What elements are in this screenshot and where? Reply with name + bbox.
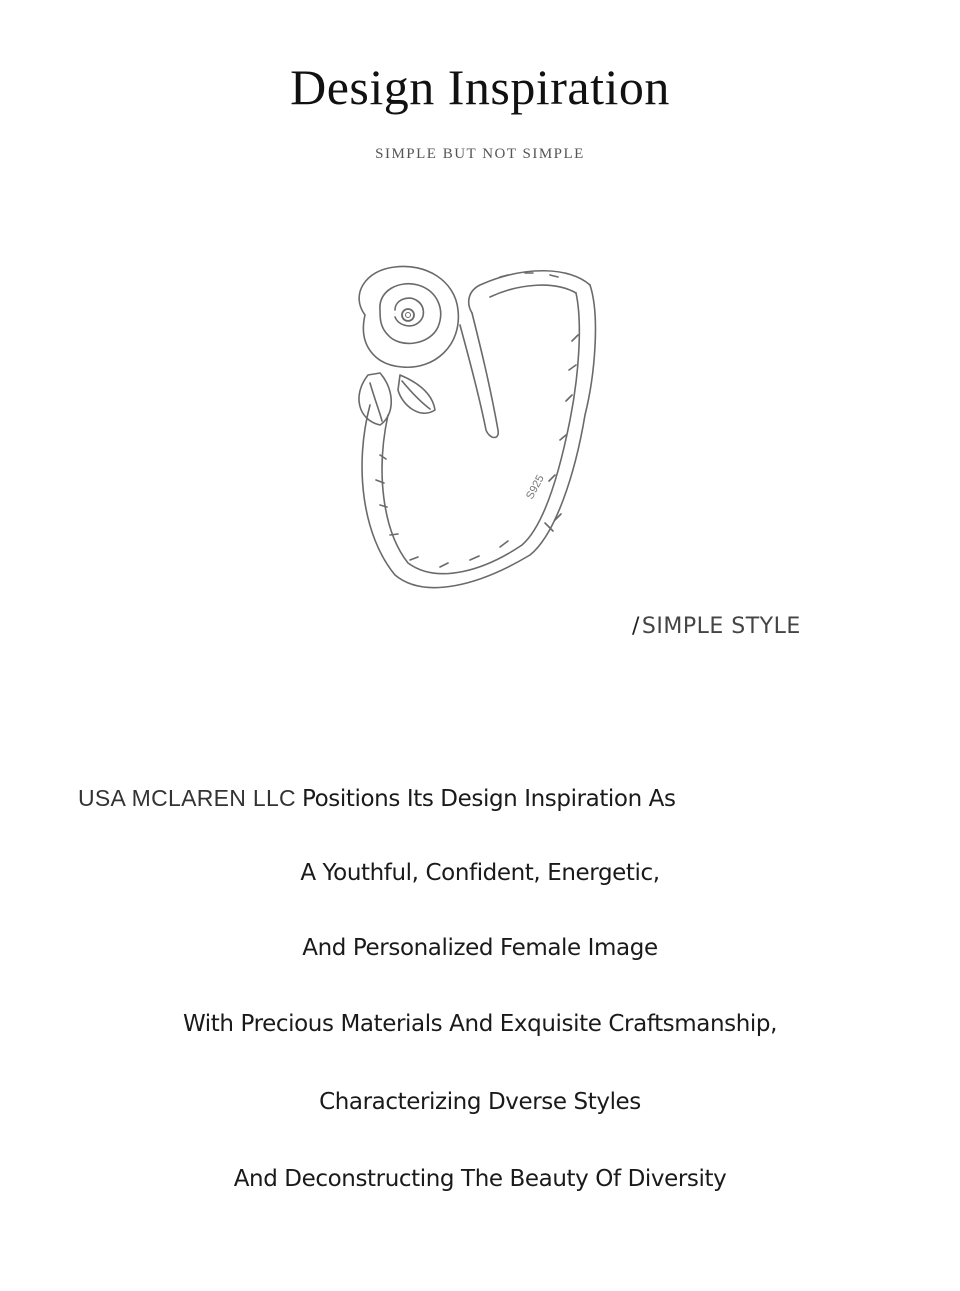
leaf-right: [398, 375, 435, 413]
ring-band-inner: [382, 293, 579, 574]
description-line-6: And Deconstructing The Beauty Of Diversity: [233, 1166, 727, 1192]
s925-stamp: S925: [524, 473, 547, 502]
style-tag-label: SIMPLE STYLE: [641, 614, 801, 639]
style-tag: [632, 614, 801, 639]
ring-band-outer: [362, 285, 595, 588]
description-line-4: With Precious Materials And Exquisite Craftsmanship,: [182, 1011, 778, 1037]
brand-name: USA MCLAREN LLC: [78, 785, 296, 811]
style-tag-slash: /: [632, 614, 640, 639]
page-title: Design Inspiration: [290, 59, 670, 115]
page-subtitle: SIMPLE BUT NOT SIMPLE: [375, 146, 585, 162]
rose-ring-illustration: [340, 255, 620, 595]
description-line-3: And Personalized Female Image: [302, 935, 658, 961]
branch-thorn: [460, 313, 498, 438]
branch-upper-inner: [490, 285, 576, 297]
description-line-5: Characterizing Dverse Styles: [319, 1089, 641, 1115]
branch-upper: [469, 271, 590, 313]
description-line-1: [78, 785, 676, 812]
description-line-1-text: Positions Its Design Inspiration As: [301, 786, 676, 812]
description-line-2: A Youthful, Confident, Energetic,: [300, 860, 660, 886]
rose-outer: [359, 266, 458, 367]
rose-gem: [402, 309, 414, 321]
